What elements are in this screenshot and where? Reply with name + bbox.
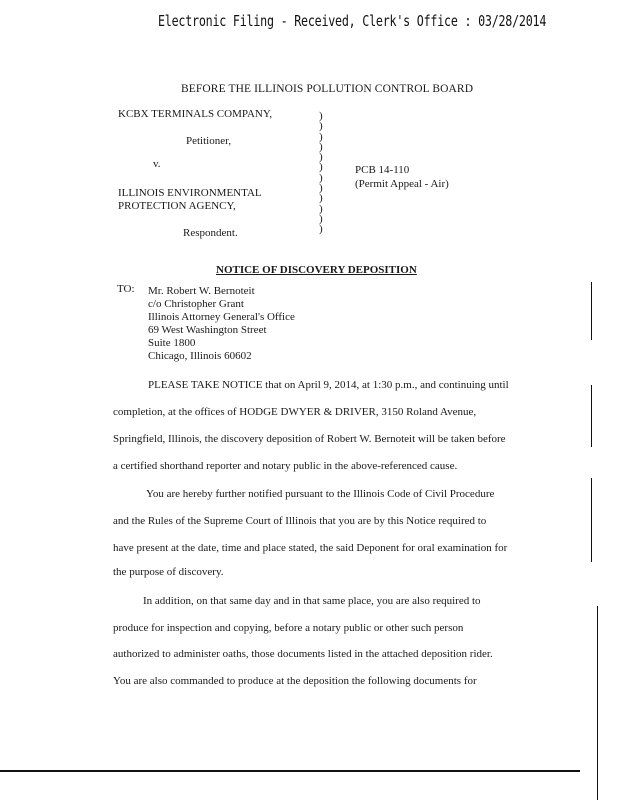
respondent-role: Respondent. [183, 227, 238, 239]
filing-stamp: Electronic Filing - Received, Clerk's Office : 03/28/2014 [158, 12, 547, 30]
versus: v. [153, 158, 161, 170]
petitioner-name: KCBX TERMINALS COMPANY, [118, 108, 273, 120]
recipient-city: Chicago, Illinois 60602 [148, 350, 252, 362]
board-heading: BEFORE THE ILLINOIS POLLUTION CONTROL BOARD [181, 83, 474, 95]
body-line: You are also commanded to produce at the deposition the following documents for [113, 675, 477, 687]
bottom-scan-rule [0, 770, 580, 772]
scan-margin-line [591, 478, 592, 562]
to-label: TO: [117, 283, 135, 295]
body-line: Springfield, Illinois, the discovery deposition of Robert W. Bernoteit will be taken before [113, 433, 506, 445]
body-line: have present at the date, time and place stated, the said Deponent for oral examination for [113, 542, 508, 554]
caption-parentheses: ) ) ) ) ) ) ) ) ) ) ) ) [319, 110, 323, 236]
case-number: PCB 14-110 [355, 164, 410, 176]
body-line: You are hereby further notified pursuant to the Illinois Code of Civil Procedure [146, 488, 495, 500]
respondent-name-line1: ILLINOIS ENVIRONMENTAL [118, 187, 262, 199]
scan-margin-line [591, 282, 592, 340]
scan-margin-line [597, 606, 598, 800]
recipient-care-of: c/o Christopher Grant [148, 298, 244, 310]
body-line: completion, at the offices of HODGE DWYER & DRIVER, 3150 Roland Avenue, [113, 406, 477, 418]
recipient-suite: Suite 1800 [148, 337, 196, 349]
case-type: (Permit Appeal - Air) [355, 178, 449, 190]
body-line: a certified shorthand reporter and notary public in the above-referenced cause. [113, 460, 458, 472]
scan-margin-line [591, 385, 592, 447]
recipient-name: Mr. Robert W. Bernoteit [148, 285, 255, 297]
body-line: the purpose of discovery. [113, 566, 224, 578]
body-line: authorized to administer oaths, those documents listed in the attached deposition rider. [113, 648, 493, 660]
notice-title: NOTICE OF DISCOVERY DEPOSITION [216, 264, 417, 276]
body-line: PLEASE TAKE NOTICE that on April 9, 2014, at 1:30 p.m., and continuing until [148, 379, 509, 391]
body-line: produce for inspection and copying, before a notary public or other such person [113, 622, 464, 634]
body-line: In addition, on that same day and in that same place, you are also required to [143, 595, 481, 607]
petitioner-role: Petitioner, [186, 135, 232, 147]
respondent-name-line2: PROTECTION AGENCY, [118, 200, 236, 212]
recipient-office: Illinois Attorney General's Office [148, 311, 295, 323]
body-line: and the Rules of the Supreme Court of Illinois that you are by this Notice required to [113, 515, 487, 527]
recipient-street: 69 West Washington Street [148, 324, 267, 336]
